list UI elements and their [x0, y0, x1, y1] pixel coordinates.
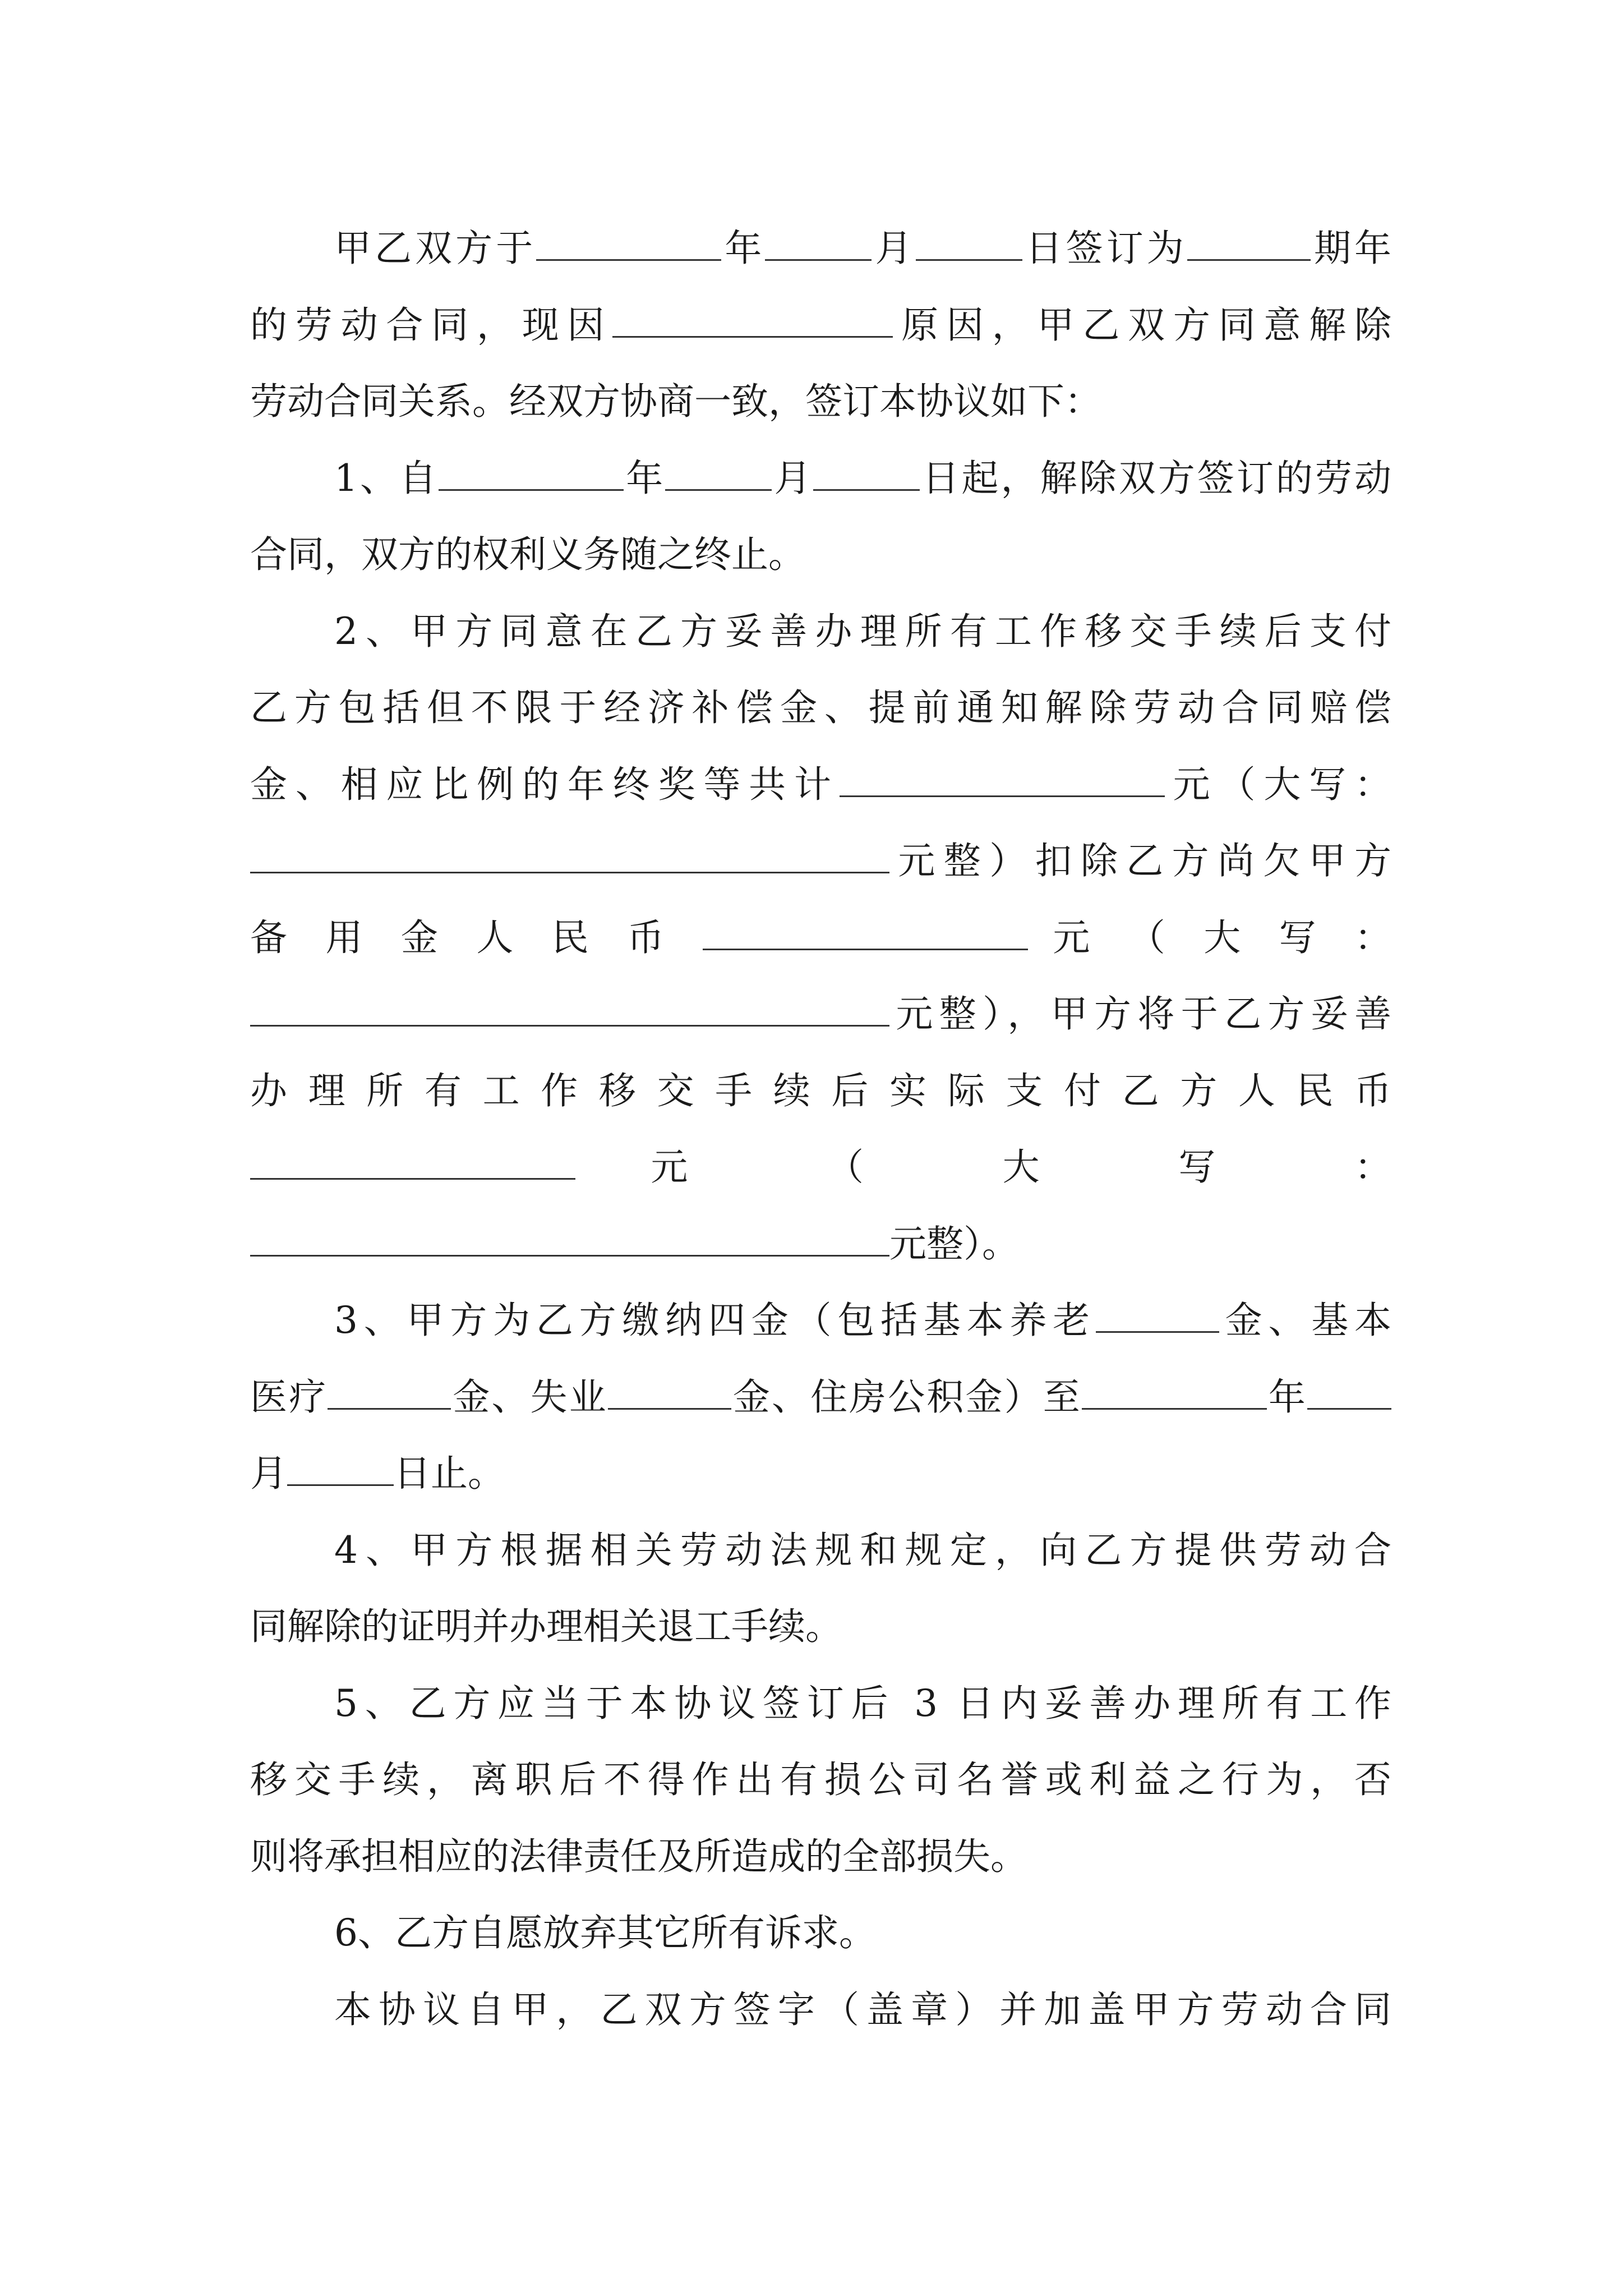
agreement-body [250, 210, 1391, 2048]
text-segment: 劳动合同关系。经双方协商一致，签订本协议如下： [250, 380, 1101, 423]
text-segment: 有 [424, 1069, 467, 1112]
text-segment: 金 [400, 915, 451, 959]
text-segment: 5、乙方应当于本协议签订后 3 日内妥善办理所有工作 [334, 1681, 1391, 1725]
text-segment: 交 [657, 1069, 699, 1112]
blank-field [1307, 1374, 1391, 1410]
clause-2-line-3 [250, 747, 1391, 823]
text-segment: 乙方包括但不限于经济补偿金、提前通知解除劳动合同赔偿 [250, 686, 1391, 729]
clause-2-line-4 [250, 823, 1391, 900]
clause-2-line-7 [250, 1053, 1391, 1130]
text-segment: 民 [1296, 1069, 1338, 1112]
text-segment: 金、基本 [1219, 1299, 1391, 1342]
text-segment: 甲乙双方于 [334, 227, 537, 270]
text-segment: 写 [1178, 1145, 1279, 1189]
blank-field [765, 226, 872, 261]
text-segment: 办 [250, 1069, 292, 1112]
text-segment: （ [1128, 915, 1179, 959]
text-segment: 月 [872, 227, 916, 270]
blank-field [1096, 1297, 1219, 1333]
text-segment: 2、甲方同意在乙方妥善办理所有工作移交手续后支付 [334, 609, 1391, 653]
text-segment: 移 [598, 1069, 641, 1112]
clause-1-line-1 [250, 440, 1391, 517]
clause-2-line-2 [250, 670, 1391, 747]
blank-field [608, 1374, 731, 1410]
text-segment: 元整）。 [889, 1222, 1019, 1266]
text-segment: 日止。 [394, 1452, 505, 1495]
blank-field [1187, 226, 1311, 261]
text-segment: 付 [1063, 1069, 1106, 1112]
blank-field [250, 991, 889, 1027]
text-segment: 支 [1006, 1069, 1048, 1112]
text-segment: 的劳动合同，现因 [250, 303, 613, 347]
blank-field [703, 915, 1028, 950]
clause-2-line-9 [250, 1206, 1391, 1283]
text-segment: 合同，双方的权利义务随之终止。 [250, 533, 805, 576]
text-segment: 医疗 [250, 1375, 328, 1419]
text-segment: 理 [308, 1069, 350, 1112]
text-segment: 写 [1279, 915, 1330, 959]
blank-field [1082, 1374, 1267, 1410]
blank-field [916, 226, 1022, 261]
clause-6-line-1 [250, 1895, 1391, 1972]
clause-5-line-3 [250, 1819, 1391, 1895]
clause-2-line-5 [250, 900, 1391, 977]
clause-3-line-2 [250, 1359, 1391, 1436]
text-segment: 际 [947, 1069, 990, 1112]
clause-3-line-3 [250, 1435, 1391, 1512]
text-segment: 人 [476, 915, 527, 959]
text-segment: ： [1354, 1145, 1392, 1189]
blank-field [536, 226, 721, 261]
text-segment: 原因，甲乙双方同意解除 [893, 303, 1392, 347]
text-segment: 金、相应比例的年终奖等共计 [250, 762, 840, 806]
text-segment: 方 [1180, 1069, 1222, 1112]
text-segment: 大 [1002, 1145, 1104, 1189]
text-segment: 元整），甲方将于乙方妥善 [889, 992, 1391, 1036]
text-segment: 实 [889, 1069, 932, 1112]
blank-field [439, 455, 624, 491]
text-segment: 民 [551, 915, 602, 959]
clause-2-line-8 [250, 1129, 1391, 1206]
text-segment: 则将承担相应的法律责任及所造成的全部损失。 [250, 1834, 1027, 1878]
blank-field [328, 1374, 451, 1410]
text-segment: 6、乙方自愿放弃其它所有诉求。 [334, 1911, 876, 1954]
text-segment: 元（大写： [1164, 762, 1392, 806]
text-segment: 年 [721, 227, 766, 270]
clause-4-line-1 [250, 1512, 1391, 1589]
text-segment: 年 [624, 456, 666, 500]
blank-field [250, 1144, 575, 1180]
blank-field [250, 838, 889, 873]
text-segment: 乙 [1122, 1069, 1164, 1112]
text-segment: 手 [715, 1069, 757, 1112]
text-segment: 元整）扣除乙方尚欠甲方 [889, 839, 1391, 882]
text-segment: 移交手续，离职后不得作出有损公司名誉或利益之行为，否 [250, 1758, 1391, 1801]
text-segment: 备 [250, 915, 301, 959]
text-segment: 元 [1053, 915, 1104, 959]
closing-line-1 [250, 1972, 1391, 2049]
text-segment: 续 [773, 1069, 815, 1112]
clause-5-line-1 [250, 1665, 1391, 1742]
paragraph-intro-line-3 [250, 364, 1391, 440]
text-segment: 金、失业 [451, 1375, 608, 1419]
text-segment: 年 [1266, 1375, 1308, 1419]
text-segment: 1、自 [334, 456, 439, 500]
text-segment: 期年 [1310, 227, 1391, 270]
clause-2-line-1 [250, 593, 1391, 670]
paragraph-intro-line-1 [250, 210, 1391, 287]
text-segment: 同解除的证明并办理相关退工手续。 [250, 1605, 842, 1648]
text-segment: 所 [366, 1069, 408, 1112]
paragraph-intro-line-2 [250, 287, 1391, 364]
text-segment: 金、住房公积金）至 [731, 1375, 1082, 1419]
blank-field [250, 1221, 889, 1257]
clause-3-line-1 [250, 1282, 1391, 1359]
clause-1-line-2 [250, 517, 1391, 593]
text-segment: 4、甲方根据相关劳动法规和规定，向乙方提供劳动合 [334, 1528, 1391, 1572]
clause-5-line-2 [250, 1742, 1391, 1819]
text-segment: 月 [250, 1452, 287, 1495]
text-segment: 大 [1204, 915, 1254, 959]
blank-field [287, 1451, 394, 1486]
blank-field [813, 455, 920, 491]
blank-field [612, 302, 893, 338]
clause-2-line-6 [250, 976, 1391, 1053]
text-segment: 3、甲方为乙方缴纳四金（包括基本养老 [334, 1299, 1096, 1342]
text-segment: 工 [482, 1069, 524, 1112]
text-segment: 用 [325, 915, 376, 959]
blank-field [665, 455, 772, 491]
clause-4-line-2 [250, 1589, 1391, 1665]
text-segment: 人 [1238, 1069, 1280, 1112]
text-segment: 元 [651, 1145, 751, 1189]
text-segment: 月 [772, 456, 814, 500]
text-segment: 日签订为 [1022, 227, 1187, 270]
text-segment: 作 [541, 1069, 583, 1112]
text-segment: 币 [1354, 1069, 1392, 1112]
text-segment: 后 [831, 1069, 873, 1112]
text-segment: 币 [627, 915, 677, 959]
text-segment: 日起，解除双方签订的劳动 [920, 456, 1392, 500]
text-segment: ： [1354, 915, 1392, 959]
blank-field [840, 762, 1165, 797]
text-segment: （ [827, 1145, 928, 1189]
text-segment: 本协议自甲，乙双方签字（盖章）并加盖甲方劳动合同 [334, 1987, 1391, 2031]
